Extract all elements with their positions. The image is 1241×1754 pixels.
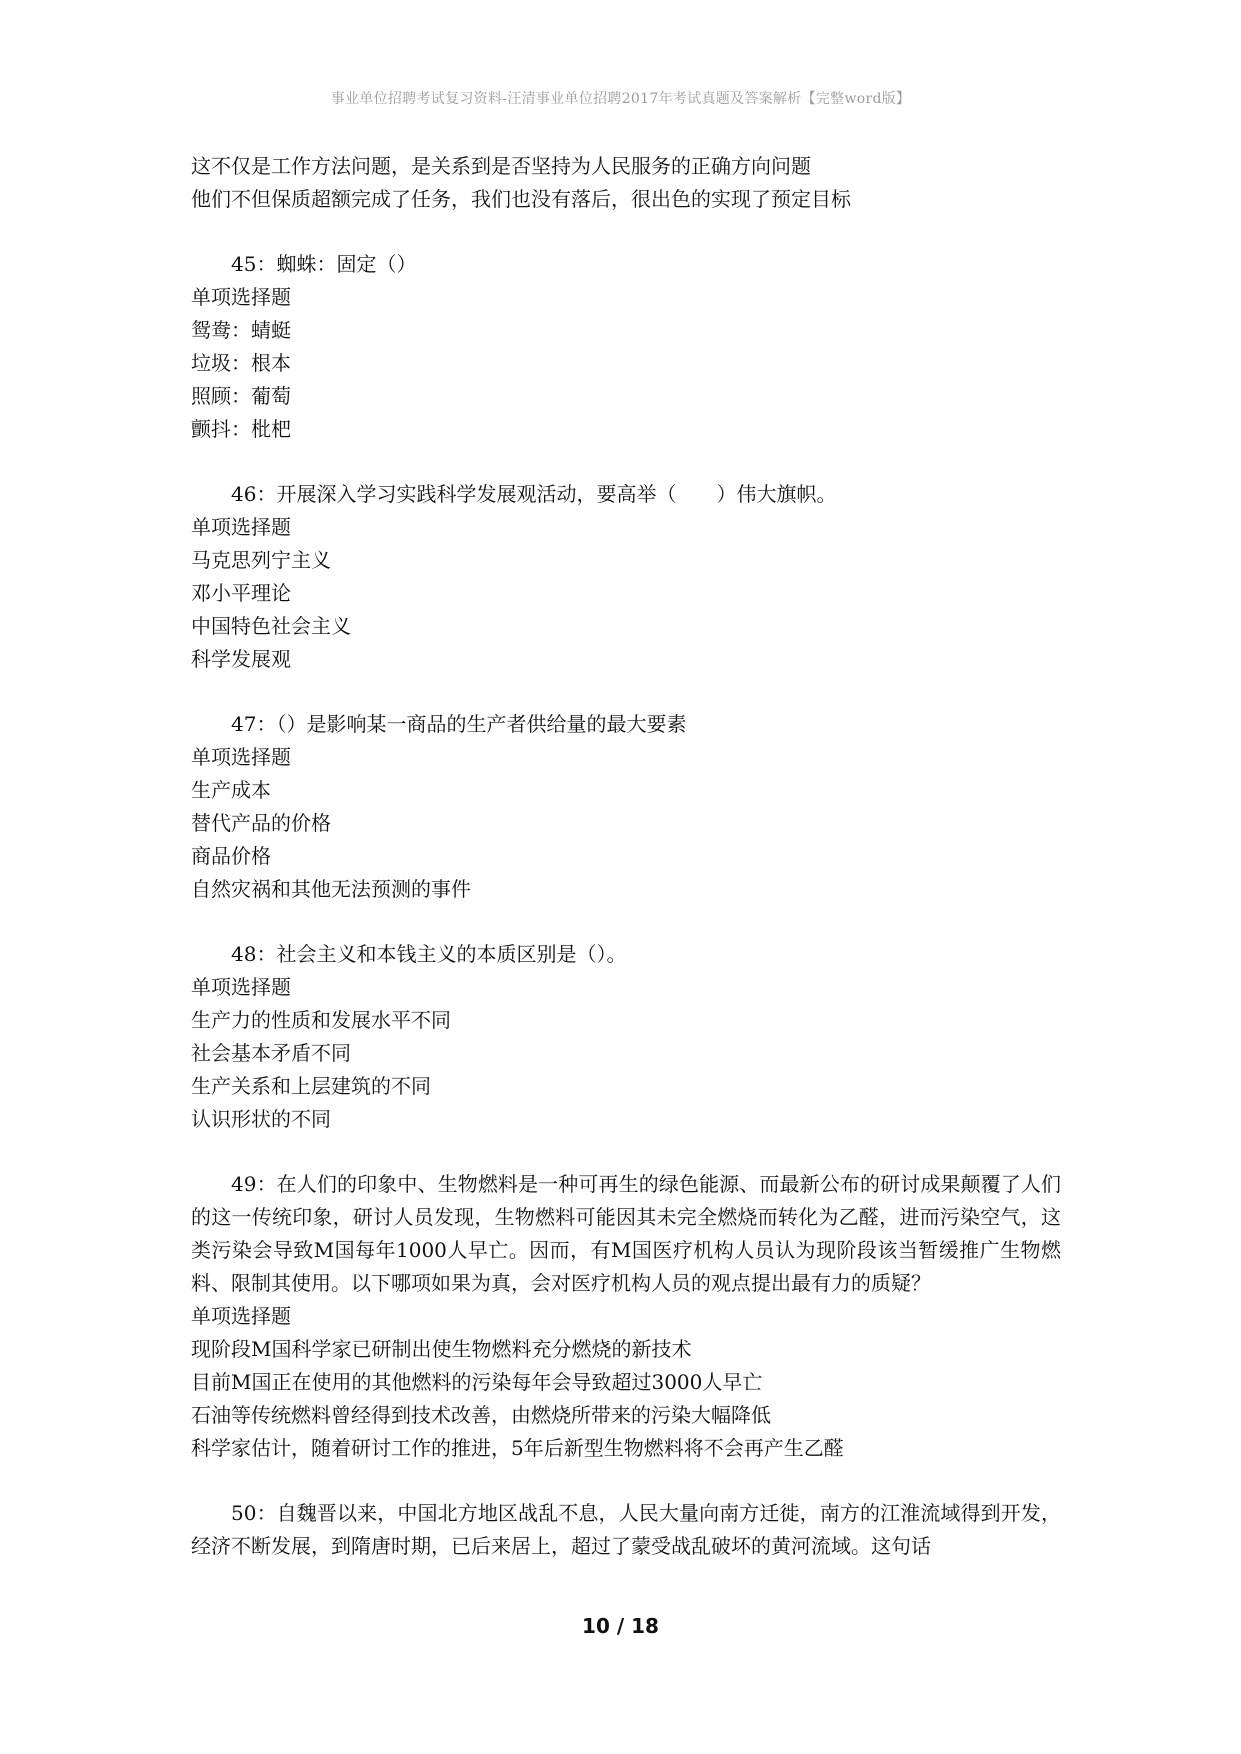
question-block <box>191 938 1061 1136</box>
intro-line: 他们不但保质超额完成了任务，我们也没有落后，很出色的实现了预定目标 <box>191 187 851 211</box>
question-block <box>191 248 1061 446</box>
question-stem: 48：社会主义和本钱主义的本质区别是（）。 <box>231 942 627 966</box>
question-type: 单项选择题 <box>191 975 291 999</box>
option-item: 自然灾祸和其他无法预测的事件 <box>191 877 471 901</box>
question-type: 单项选择题 <box>191 1304 291 1328</box>
option-item: 马克思列宁主义 <box>191 548 331 572</box>
option-item: 颤抖：枇杷 <box>191 417 291 441</box>
option-item: 社会基本矛盾不同 <box>191 1041 351 1065</box>
option-item: 照顾：葡萄 <box>191 384 291 408</box>
option-item: 垃圾：根本 <box>191 351 291 375</box>
question-stem: 45：蜘蛛：固定（） <box>231 252 417 276</box>
question-block <box>191 1168 1061 1465</box>
option-item: 石油等传统燃料曾经得到技术改善，由燃烧所带来的污染大幅降低 <box>191 1403 771 1427</box>
option-item: 认识形状的不同 <box>191 1107 331 1131</box>
option-item: 现阶段M国科学家已研制出使生物燃料充分燃烧的新技术 <box>191 1337 692 1361</box>
intro-line: 这不仅是工作方法问题，是关系到是否坚持为人民服务的正确方向问题 <box>191 154 811 178</box>
option-item: 邓小平理论 <box>191 581 291 605</box>
option-item: 生产力的性质和发展水平不同 <box>191 1008 451 1032</box>
question-stem: 50：自魏晋以来，中国北方地区战乱不息，人民大量向南方迁徙，南方的江淮流域得到开发，经济不断发展，到隋唐时期，已后来居上，超过了蒙受战乱破坏的黄河流域。这句话 <box>191 1501 1061 1558</box>
question-block <box>191 1497 1061 1563</box>
question-type: 单项选择题 <box>191 745 291 769</box>
option-item: 替代产品的价格 <box>191 811 331 835</box>
option-item: 生产关系和上层建筑的不同 <box>191 1074 431 1098</box>
option-item: 生产成本 <box>191 778 271 802</box>
option-item: 商品价格 <box>191 844 271 868</box>
page-header: 事业单位招聘考试复习资料-汪清事业单位招聘2017年考试真题及答案解析【完整word版】 <box>330 91 911 107</box>
page-content <box>191 150 1061 1563</box>
page-number: 10 / 18 <box>582 1614 659 1638</box>
option-item: 目前M国正在使用的其他燃料的污染每年会导致超过3000人早亡 <box>191 1370 763 1394</box>
option-item: 中国特色社会主义 <box>191 614 351 638</box>
question-stem: 46：开展深入学习实践科学发展观活动，要高举（ ）伟大旗帜。 <box>231 482 837 506</box>
question-type: 单项选择题 <box>191 515 291 539</box>
question-stem: 47：（）是影响某一商品的生产者供给量的最大要素 <box>231 712 687 736</box>
option-item: 鸳鸯：蜻蜓 <box>191 318 291 342</box>
question-block <box>191 478 1061 676</box>
option-item: 科学家估计，随着研讨工作的推进，5年后新型生物燃料将不会再产生乙醛 <box>191 1436 844 1460</box>
question-stem: 49：在人们的印象中、生物燃料是一种可再生的绿色能源、而最新公布的研讨成果颠覆了人们的这一传统印象，研讨人员发现，生物燃料可能因其未完全燃烧而转化为乙醛，进而污染空气，这类污染会导致M国每年1000人早亡。因而，有M国医疗机构人员认为现阶段该当暂缓推广生物燃料、限制其使用。以下哪项如果为真，会对医疗机构人员的观点提出最有力的质疑？ <box>191 1172 1061 1295</box>
question-type: 单项选择题 <box>191 285 291 309</box>
question-block <box>191 708 1061 906</box>
option-item: 科学发展观 <box>191 647 291 671</box>
